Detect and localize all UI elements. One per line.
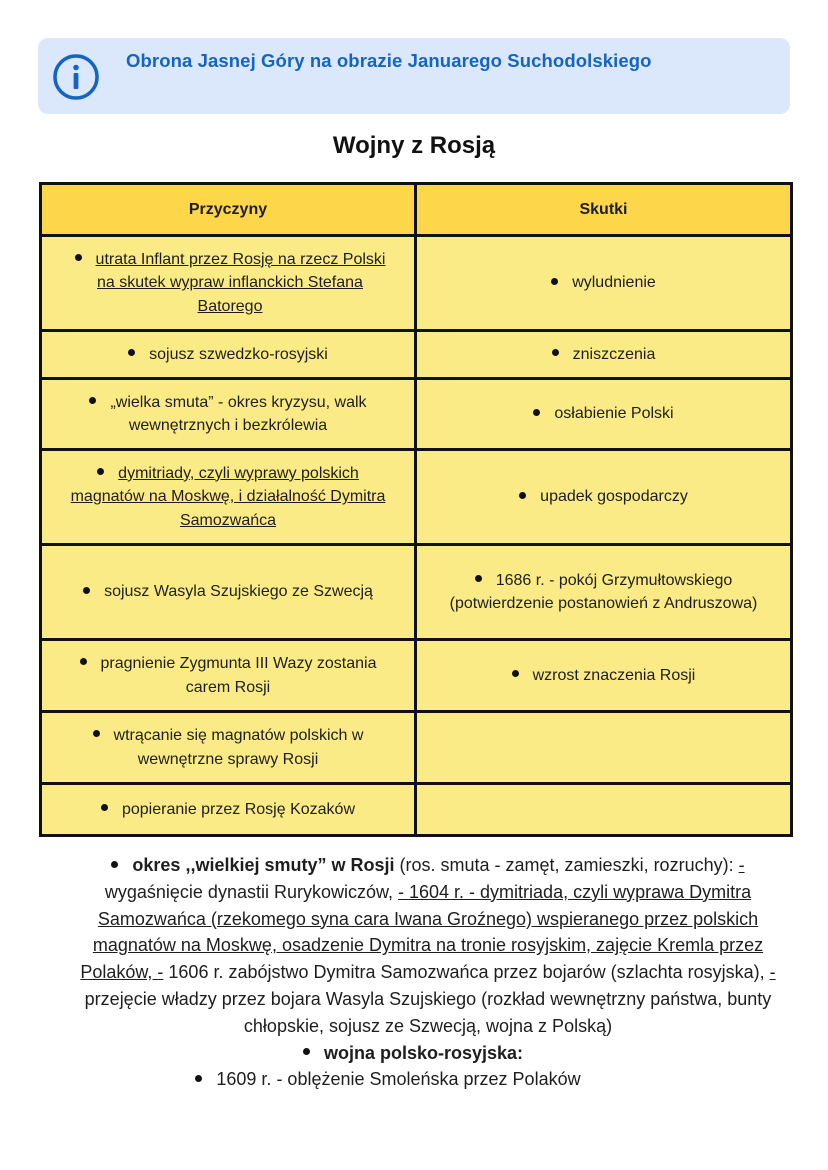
bullet-icon [512,670,519,677]
smuta-item-3: 1606 r. zabójstwo Dymitra Samozwańca przez bojarów (szlachta rosyjska), [163,962,770,983]
effect-cell [416,236,792,331]
bullet-icon [97,468,104,475]
bullet-icon [75,254,82,261]
cause-cell [41,450,416,545]
table-row [41,640,792,712]
cause-text: dymitriady, czyli wyprawy polskich magnatów na Moskwę, i działalność Dymitra Samozwańca [70,464,386,529]
war-heading: wojna polsko-rosyjska: [323,1042,524,1063]
cause-cell [41,331,416,379]
smuta-gloss: (ros. smuta - zamęt, zamieszki, rozruchy): [394,855,739,875]
table-row [41,784,792,836]
bullet-icon [303,1048,310,1055]
cause-text: pragnienie Zygmunta III Wazy zostania carem Rosji [100,655,377,696]
cause-cell [41,784,416,836]
smuta-item-2: dymitriada, czyli wyprawa Dymitra Samozwańca (rzekomego syna cara Iwana Groźnego) wspieranego przez polskich magnatów na Moskwę, osadzenie Dymitra na tronie rosyjskim, zajęcie Kremla przez Polaków, [80,881,764,983]
effect-cell [416,331,792,379]
effect-cell [416,640,792,712]
cause-cell [41,712,416,784]
war-item-line [0,1066,788,1093]
bullet-icon [519,492,526,499]
bullet-icon [195,1075,202,1082]
bullet-icon [83,587,90,594]
effect-cell [416,450,792,545]
cause-text: „wielka smuta” - okres kryzysu, walk wewnętrznych i bezkrólewia [110,393,367,434]
bullet-icon [552,349,559,356]
info-title[interactable]: Obrona Jasnej Góry na obrazie Januarego Suchodolskiego [126,50,652,71]
effect-cell [416,379,792,450]
cause-text: sojusz Wasyla Szujskiego ze Szwecją [104,583,373,601]
cause-cell [41,379,416,450]
page-title: Wojny z Rosją [332,132,496,159]
effect-cell [416,784,792,836]
effect-text: osłabienie Polski [554,405,674,423]
effect-text: wzrost znaczenia Rosji [532,666,696,684]
header-causes: Przyczyny [41,184,416,236]
war-item: 1609 r. - oblężenie Smoleńska przez Polaków [216,1069,581,1090]
table-row [41,331,792,379]
bullet-icon [80,658,87,665]
effect-text: 1686 r. - pokój Grzymułtowskiego (potwierdzenie postanowień z Andruszowa) [449,571,758,612]
cause-text: wtrącanie się magnatów polskich w wewnętrzne sprawy Rosji [113,727,364,768]
info-icon [52,53,100,101]
smuta-item-2-date: - 1604 r. - [398,881,476,902]
causes-effects-table [39,182,793,837]
header-effects: Skutki [416,184,792,236]
war-heading-line [38,1040,788,1067]
smuta-item-1: wygaśnięcie dynastii Rurykowiczów, [104,881,398,902]
cause-text: sojusz szwedzko-rosyjski [149,345,328,363]
cause-cell [41,236,416,331]
effect-text: wyludnienie [572,274,656,292]
smuta-note [68,852,788,1040]
bullet-icon [551,278,558,285]
effect-text: zniszczenia [572,345,656,363]
bullet-icon [475,575,482,582]
table-row [41,450,792,545]
cause-text: popieranie przez Rosję Kozaków [121,800,355,818]
table-row [41,712,792,784]
cause-cell [41,640,416,712]
table-row [41,236,792,331]
dash: - [769,962,776,983]
cause-text: utrata Inflant przez Rosję na rzecz Polski na skutek wypraw inflanckich Stefana Batorego [95,250,386,315]
bullet-icon [128,349,135,356]
notes-section [68,852,788,1093]
info-callout[interactable] [38,38,790,114]
dash: - [157,962,164,983]
bullet-icon [89,397,96,404]
bullet-icon [111,861,118,868]
dash: - [738,855,745,875]
bullet-icon [533,409,540,416]
table-row [41,379,792,450]
effect-cell [416,545,792,640]
effect-text: upadek gospodarczy [540,488,688,506]
table-row [41,545,792,640]
cause-cell [41,545,416,640]
bullet-icon [101,804,108,811]
bullet-icon [93,730,100,737]
smuta-item-4: przejęcie władzy przez bojara Wasyla Szujskiego (rozkład wewnętrzny państwa, bunty chłopskie, sojusz ze Szwecją, wojna z Polską) [84,988,772,1036]
effect-cell [416,712,792,784]
smuta-heading: okres ,,wielkiej smuty” w Rosji [132,855,395,875]
